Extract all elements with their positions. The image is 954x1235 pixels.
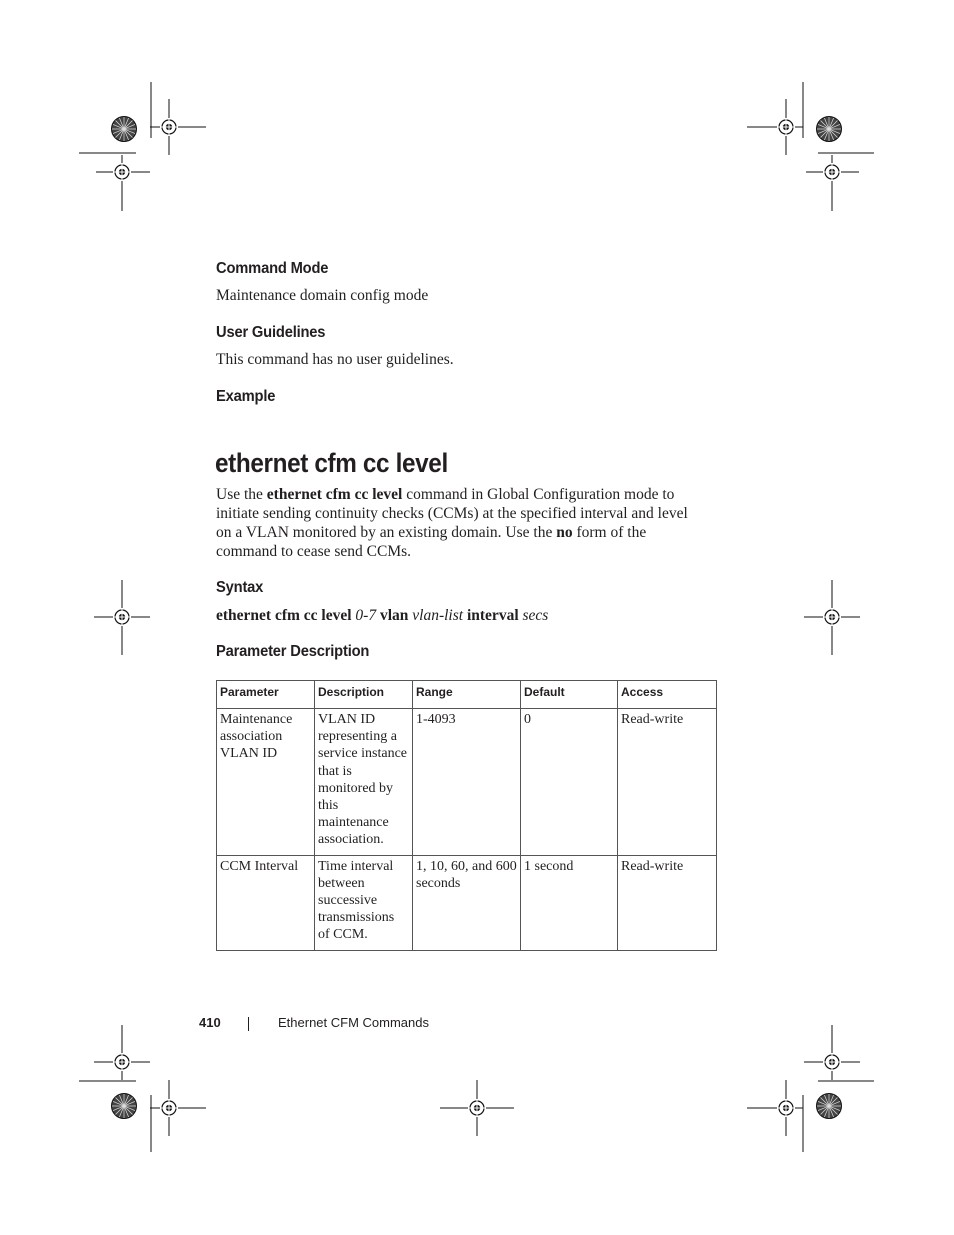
syntax-argument: vlan-list: [412, 607, 464, 624]
description-cell: VLAN ID representing a service instance that is monitored by this maintenance association.: [315, 709, 413, 856]
column-header: Description: [315, 681, 413, 709]
syntax-argument: secs: [522, 607, 549, 624]
syntax-heading: Syntax: [216, 579, 264, 596]
user-guidelines-heading: User Guidelines: [216, 324, 326, 341]
description-line: on a VLAN monitored by an existing domain. Use the no form of the: [216, 524, 647, 541]
table-row: [217, 709, 717, 856]
range-cell: 1-4093: [413, 709, 521, 856]
table-row: [217, 855, 717, 950]
access-cell: Read-write: [618, 855, 717, 950]
syntax-argument: 0-7: [355, 607, 377, 624]
footer-chapter-title: Ethernet CFM Commands: [278, 1015, 429, 1030]
column-header: Default: [521, 681, 618, 709]
footer-separator: [248, 1017, 249, 1031]
command-description: [216, 485, 716, 561]
parameter-table: [216, 680, 717, 951]
syntax-keyword: interval: [466, 607, 519, 624]
parameter-cell: CCM Interval: [217, 855, 315, 950]
command-name-inline: ethernet cfm cc level: [266, 486, 403, 503]
description-cell: Time interval between successive transmissions of CCM.: [315, 855, 413, 950]
column-header: Range: [413, 681, 521, 709]
description-line: command to cease send CCMs.: [216, 543, 412, 560]
syntax-keyword: ethernet cfm cc level: [216, 607, 352, 624]
access-cell: Read-write: [618, 709, 717, 856]
no-keyword-inline: no: [556, 524, 573, 541]
column-header: Access: [618, 681, 717, 709]
default-cell: 1 second: [521, 855, 618, 950]
column-header: Parameter: [217, 681, 315, 709]
command-mode-heading: Command Mode: [216, 260, 329, 277]
syntax-line: [216, 606, 548, 625]
command-mode-text: Maintenance domain config mode: [216, 287, 429, 304]
syntax-keyword: vlan: [379, 607, 409, 624]
user-guidelines-text: This command has no user guidelines.: [216, 351, 454, 368]
description-line: Use the ethernet cfm cc level command in Global Configuration mode to: [216, 486, 675, 503]
parameter-cell: Maintenance association VLAN ID: [217, 709, 315, 856]
example-heading: Example: [216, 388, 276, 405]
page-number: 410: [199, 1015, 221, 1030]
default-cell: 0: [521, 709, 618, 856]
table-header-row: [217, 681, 717, 709]
description-line: initiate sending continuity checks (CCMs) at the specified interval and level: [216, 505, 688, 522]
range-cell: 1, 10, 60, and 600 seconds: [413, 855, 521, 950]
parameter-description-heading: Parameter Description: [216, 643, 370, 660]
command-title: ethernet cfm cc level: [215, 448, 448, 478]
